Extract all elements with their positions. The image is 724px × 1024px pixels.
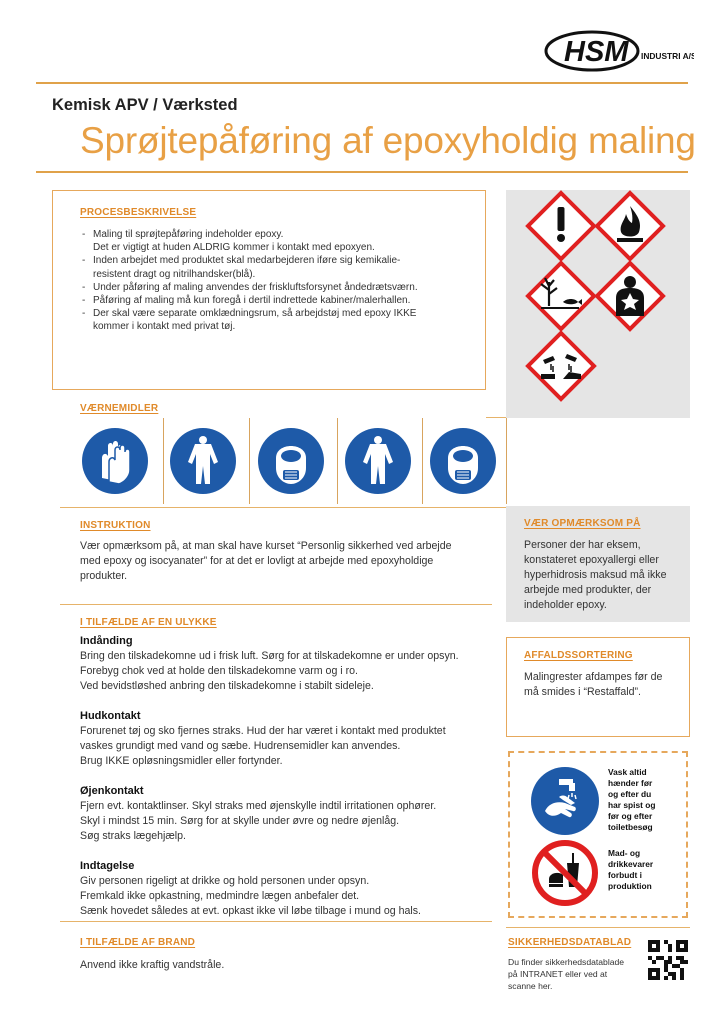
list-item: - Under påføring af maling anvendes der friskluftsforsynet åndedrætsværn. — [80, 281, 480, 294]
environment-hazard-icon — [528, 263, 594, 329]
no-food-sign-text: Mad- og drikkevarer forbudt i produktion — [608, 848, 654, 891]
waste-heading: AFFALDSSORTERING — [524, 650, 633, 661]
list-item: - Der skal være separate omklædningsrum, så arbejdstøj med epoxy IKKE kommer i kontakt med privat tøj. — [80, 307, 480, 333]
instruction-text: Vær opmærksom på, at man skal have kurset “Personlig sikkerhed ved arbejde med epoxy og isocyanater” for at det er lovligt at arbejde med epoxyholdige produkter. — [80, 540, 452, 582]
gloves-icon — [82, 428, 148, 494]
ppe-divider — [422, 418, 423, 504]
accident-section-title: Hudkontakt — [80, 710, 141, 722]
ppe-top-rule — [486, 417, 506, 418]
process-list — [80, 228, 480, 334]
accident-heading: I TILFÆLDE AF EN ULYKKE — [80, 617, 217, 628]
ppe-divider — [163, 418, 164, 504]
header-bottom-rule — [36, 171, 688, 173]
hazard-panel — [506, 190, 690, 418]
ppe-divider — [506, 418, 507, 504]
respirator-icon — [430, 428, 496, 494]
corrosive-hazard-icon — [528, 333, 594, 399]
logo-subtext: INDUSTRI A/S — [641, 51, 694, 61]
accident-section-title: Øjenkontakt — [80, 785, 144, 797]
waste-text: Malingrester afdampes før de må smides i “Restaffald”. — [524, 671, 663, 698]
attention-heading: VÆR OPMÆRKSOM PÅ — [524, 518, 641, 529]
no-food-drink-icon — [531, 839, 599, 907]
ppe-heading: VÆRNEMIDLER — [80, 403, 159, 414]
health-hazard-icon — [597, 263, 663, 329]
respirator-icon — [258, 428, 324, 494]
accident-bottom-rule — [60, 921, 492, 922]
sdb-heading: SIKKERHEDSDATABLAD — [508, 937, 632, 948]
ppe-bottom-rule — [60, 507, 506, 508]
process-heading: PROCESBESKRIVELSE — [80, 207, 197, 218]
fire-text: Anvend ikke kraftig vandstråle. — [80, 959, 225, 971]
ppe-divider — [249, 418, 250, 504]
flammable-hazard-icon — [597, 193, 663, 259]
sdb-top-rule — [506, 927, 690, 928]
accident-section-title: Indånding — [80, 635, 133, 647]
hand-wash-icon — [531, 767, 599, 835]
header-top-rule — [36, 82, 688, 84]
instruction-bottom-rule — [60, 604, 492, 605]
page-title: Sprøjtepåføring af epoxyholdig maling — [80, 120, 696, 161]
exclamation-hazard-icon — [528, 193, 594, 259]
list-item: - Påføring af maling må kun foregå i dertil indrettede kabiner/malerhallen. — [80, 294, 480, 307]
qr-code-icon[interactable] — [648, 940, 688, 980]
attention-text: Personer der har eksem, konstateret epoxyallergi eller hyperhidrosis maksud må ikke arbejde med produkter, der indeholder epoxy. — [524, 539, 667, 611]
sdb-text: Du finder sikkerhedsdatablade på INTRANET eller ved at scanne her. — [508, 957, 625, 991]
list-item: - Maling til sprøjtepåføring indeholder epoxy. Det er vigtigt at huden ALDRIG kommer i kontakt med epoxyen. — [80, 228, 480, 254]
instruction-heading: INSTRUKTION — [80, 520, 151, 531]
ppe-divider — [337, 418, 338, 504]
page-subtitle: Kemisk APV / Værksted — [52, 96, 238, 114]
company-logo — [544, 30, 694, 72]
accident-text: Indånding Bring den tilskadekomne ud i frisk luft. Sørg for at tilskadekomne er under opsyn. Forebyg chok ved at holde den tilskadekomne varm og i ro. Ved bevidstløshed anbring den tilskadekomne i stabilt sideleje. Hudkontakt Forurenet tøj og sko fjernes straks. Hud der har været i kontakt med produktet vaskes grundigt med vand og sæbe. Hudrensemidler kan anvendes. Brug IKKE opløsningsmidler eller fortynder. Øjenkontakt Fjern evt. kontaktlinser. Skyl straks med øjenskylle indtil irritationen ophører. Skyl i mindst 15 min. Sørg for at skylle under øvre og nedre øjenlåg. Søg straks lægehjælp. Indtagelse Giv personen rigeligt at drikke og hold personen under opsyn. Fremkald ikke opkastning, medmindre lægen anbefaler det. Sænk hovedet således at evt. opkast ikke vil løbe tilbage i mund og hals. — [80, 634, 500, 919]
list-item: - Inden arbejdet med produktet skal medarbejderen iføre sig kemikalie- resistent dragt og nitrilhandsker(blå). — [80, 254, 480, 280]
coverall-icon — [170, 428, 236, 494]
logo-text: HSM — [564, 36, 629, 68]
wash-sign-text: Vask altid hænder før og efter du har spist og før og efter toiletbesøg — [608, 767, 656, 832]
accident-section-title: Indtagelse — [80, 860, 135, 872]
coverall-icon — [345, 428, 411, 494]
fire-heading: I TILFÆLDE AF BRAND — [80, 937, 196, 948]
